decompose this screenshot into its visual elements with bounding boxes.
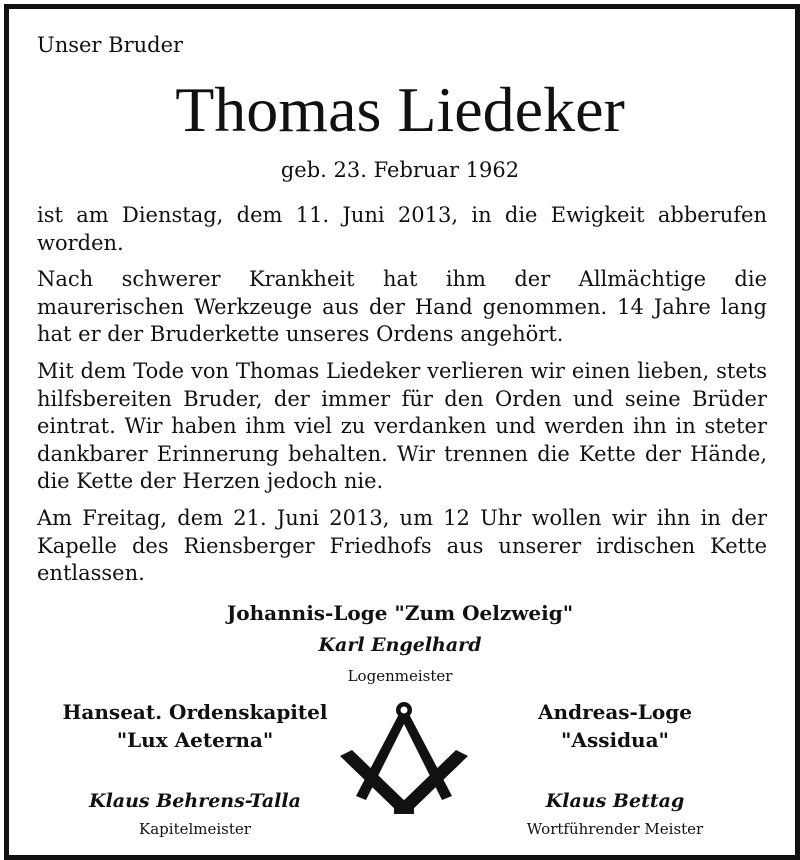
left-role: Kapitelmeister bbox=[139, 820, 251, 838]
right-signatory: Klaus Bettag bbox=[545, 790, 685, 812]
center-role: Logenmeister bbox=[347, 667, 453, 685]
intro-text: Unser Bruder bbox=[37, 33, 184, 57]
paragraph-funeral: Am Freitag, dem 21. Juni 2013, um 12 Uhr wollen wir ihn in der Kapelle des Riensberger Friedhofs aus unserer irdischen Kette entlassen. bbox=[37, 505, 767, 586]
right-role: Wortführender Meister bbox=[526, 820, 704, 838]
paragraph-illness: Nach schwerer Krankheit hat ihm der Allmächtige die maurerischen Werkzeuge aus der Hand genommen. 14 Jahre lang hat er der Bruderkette unseres Ordens angehört. bbox=[37, 267, 767, 347]
right-lodge-line1: Andreas-Loge bbox=[538, 700, 692, 724]
square-and-compasses-icon bbox=[336, 700, 472, 822]
left-lodge-line2: "Lux Aeterna" bbox=[116, 728, 274, 752]
left-signatory: Klaus Behrens-Talla bbox=[89, 790, 301, 812]
right-signature-block bbox=[470, 698, 760, 838]
center-signatory: Karl Engelhard bbox=[318, 634, 482, 656]
right-lodge-line2: "Assidua" bbox=[561, 728, 669, 752]
left-signature-block bbox=[50, 698, 340, 838]
paragraph-tribute: Mit dem Tode von Thomas Liedeker verlieren wir einen lieben, stets hilfsbereiten Bruder, der immer für den Orden und seine Brüder eintrat. Wir haben ihm viel zu verdanken und werden ihn in steter dankbarer Erinnerung behalten. Wir trennen die Kette der Hände, die Kette der Herzen jedoch nie. bbox=[37, 358, 767, 494]
deceased-name: Thomas Liedeker bbox=[175, 74, 625, 145]
center-lodge-name: Johannis-Loge "Zum Oelzweig" bbox=[226, 601, 574, 625]
left-lodge-line1: Hanseat. Ordenskapitel bbox=[62, 700, 328, 724]
paragraph-death-notice: ist am Dienstag, dem 11. Juni 2013, in die Ewigkeit abberufen worden. bbox=[37, 203, 767, 255]
obituary-body bbox=[37, 202, 767, 597]
birth-date: geb. 23. Februar 1962 bbox=[280, 158, 520, 182]
